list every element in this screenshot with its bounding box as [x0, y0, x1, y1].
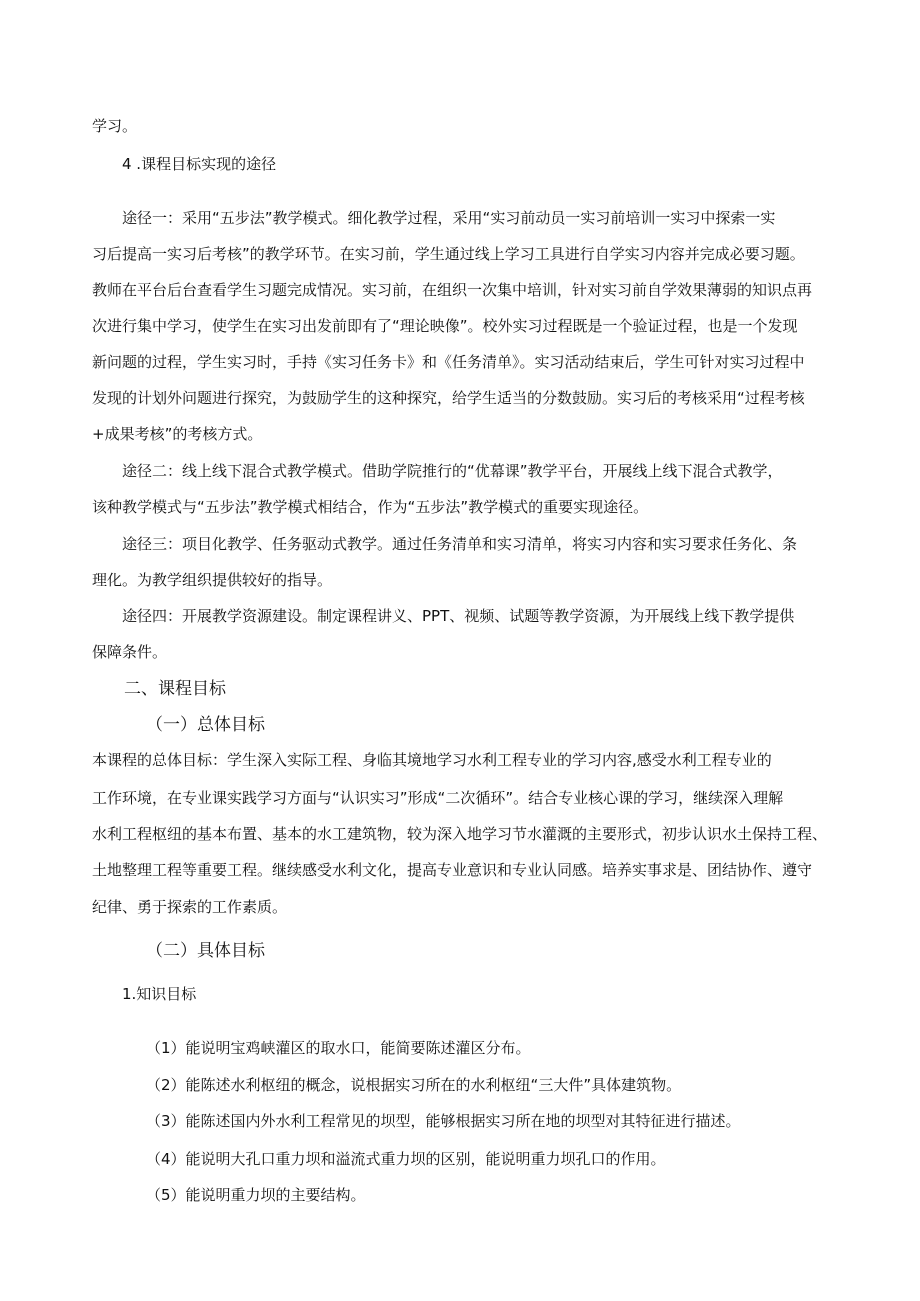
list-item: （1）能说明宝鸡峡灌区的取水口，能简要陈述灌区分布。	[146, 1039, 531, 1057]
list-item: （3）能陈述国内外水利工程常见的坝型，能够根据实习所在地的坝型对其特征进行描述。	[146, 1112, 741, 1130]
list-item: （5）能说明重力坝的主要结构。	[146, 1186, 366, 1204]
text-line: 次进行集中学习，使学生在实习出发前即有了“理论映像”。校外实习过程既是一个验证过程，也是一个发现	[92, 317, 798, 335]
text-line: 水利工程枢纽的基本布置、基本的水工建筑物，较为深入地学习节水灌溉的主要形式，初步认识水土保持工程、	[92, 825, 828, 843]
text-line: 途径一：采用“五步法”教学模式。细化教学过程，采用“实习前动员一实习前培训一实习中探索一实	[122, 209, 776, 227]
section-heading: 1.知识目标	[122, 985, 197, 1003]
subsection-heading: （二）具体目标	[146, 941, 265, 961]
text-line: 工作环境，在专业课实践学习方面与“认识实习”形成“二次循环”。结合专业核心课的学习，继续深入理解	[92, 789, 784, 807]
text-line: 新问题的过程，学生实习时，手持《实习任务卡》和《任务清单》。实习活动结束后，学生可针对实习过程中	[92, 353, 805, 371]
text-line: 发现的计划外问题进行探究，为鼓励学生的这种探究，给学生适当的分数鼓励。实习后的考核采用“过程考核	[92, 389, 805, 407]
text-line: +成果考核”的考核方式。	[92, 425, 263, 443]
text-line: 途径三：项目化教学、任务驱动式教学。通过任务清单和实习清单，将实习内容和实习要求任务化、条	[122, 535, 798, 553]
text-line: 学习。	[92, 117, 138, 135]
chapter-heading: 二、课程目标	[124, 679, 226, 699]
subsection-heading: （一）总体目标	[146, 715, 265, 735]
text-line: 保障条件。	[92, 643, 168, 661]
list-item: （4）能说明大孔口重力坝和溢流式重力坝的区别，能说明重力坝孔口的作用。	[146, 1150, 666, 1168]
text-line: 途径四：开展教学资源建设。制定课程讲义、PPT、视频、试题等教学资源，为开展线上线下教学提供	[122, 607, 795, 625]
text-line: 理化。为教学组织提供较好的指导。	[92, 571, 333, 589]
list-item: （2）能陈述水利枢纽的概念，说根据实习所在的水利枢纽“三大件”具体建筑物。	[146, 1076, 682, 1094]
section-heading: 4 .课程目标实现的途径	[122, 155, 277, 173]
text-line: 土地整理工程等重要工程。继续感受水利文化，提高专业意识和专业认同感。培养实事求是、团结协作、遵守	[92, 861, 813, 879]
text-line: 习后提高一实习后考核”的教学环节。在实习前，学生通过线上学习工具进行自学实习内容并完成必要习题。	[92, 245, 805, 263]
text-line: 纪律、勇于探索的工作素质。	[92, 898, 288, 916]
text-line: 途径二：线上线下混合式教学模式。借助学院推行的“优幕课”教学平台，开展线上线下混合式教学，	[122, 462, 783, 480]
text-line: 本课程的总体目标：学生深入实际工程、身临其境地学习水利工程专业的学习内容,感受水利工程专业的	[92, 751, 772, 769]
text-line: 该种教学模式与“五步法”教学模式相结合，作为“五步法”教学模式的重要实现途径。	[92, 498, 649, 516]
text-line: 教师在平台后台查看学生习题完成情况。实习前，在组织一次集中培训，针对实习前自学效果薄弱的知识点再	[92, 281, 813, 299]
